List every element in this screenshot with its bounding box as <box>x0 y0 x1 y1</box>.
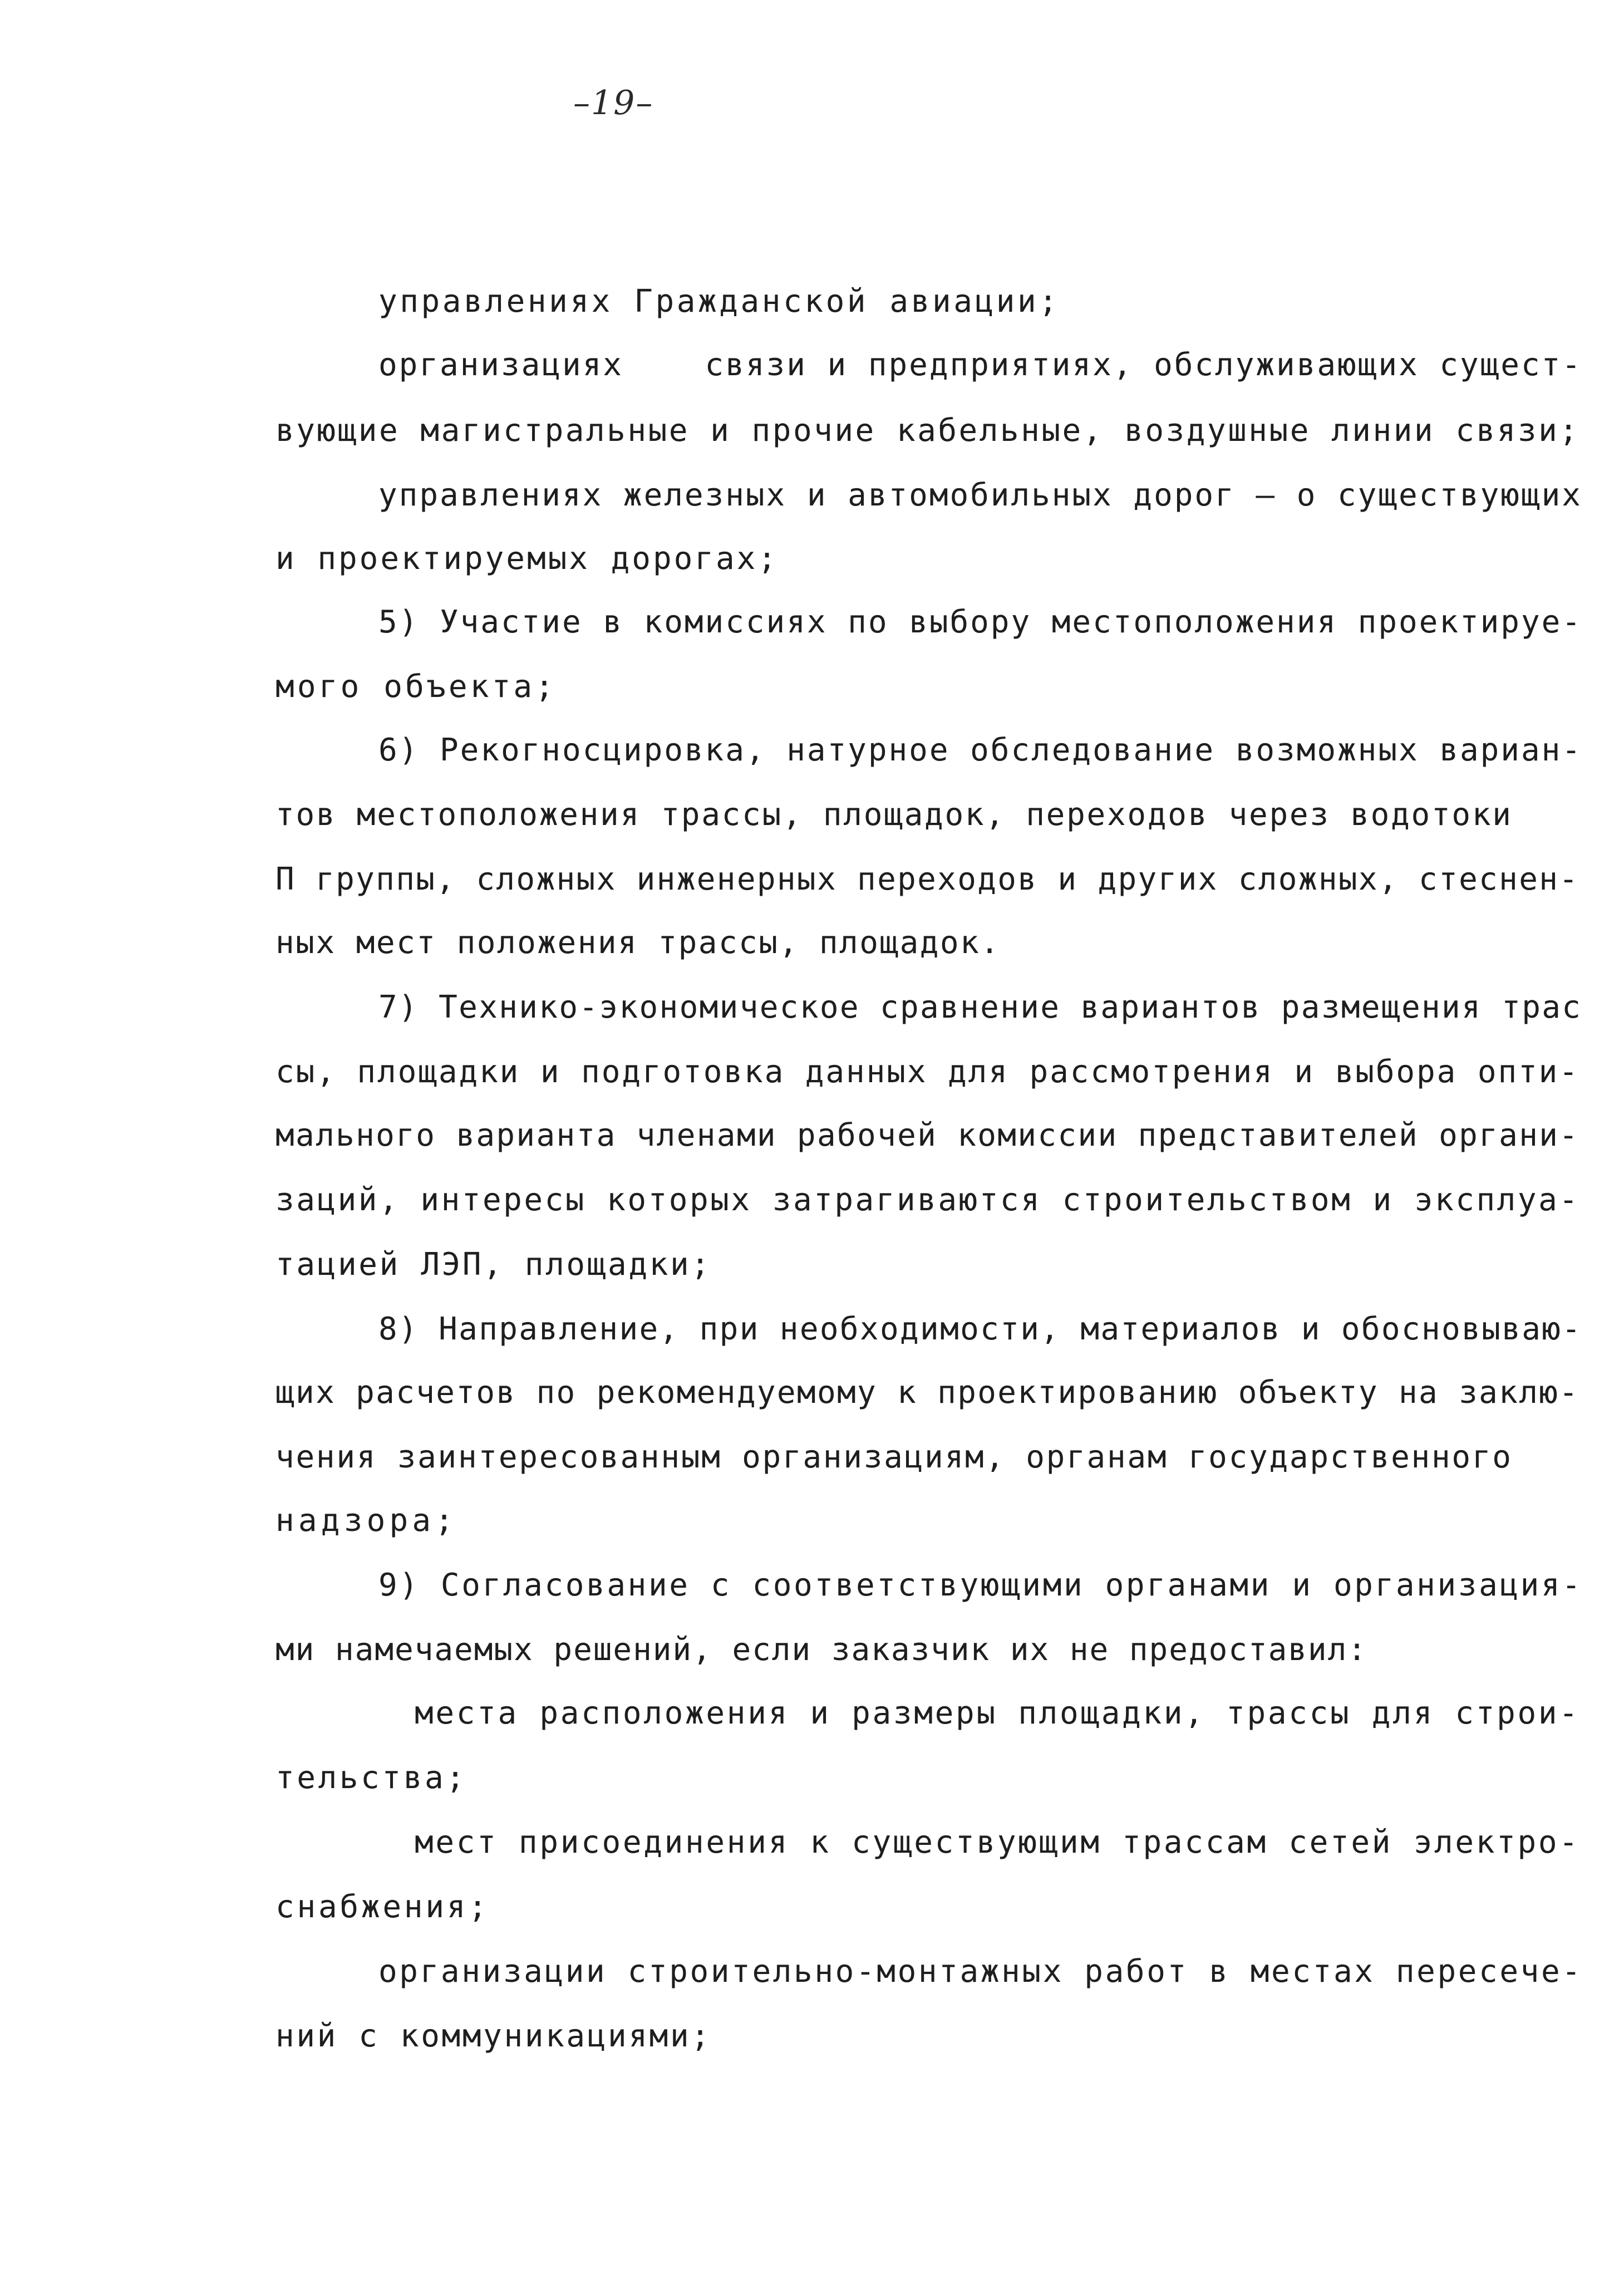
text-line: 6) Рекогносцировка, натурное обследование возможных вариан- <box>378 732 1582 768</box>
text-line: ми намечаемых решений, если заказчик их не предоставил: <box>275 1632 1367 1668</box>
text-line: ных мест положения трассы, площадок. <box>275 925 1001 961</box>
text-line: 9) Согласование с соответствующими органами и организация- <box>378 1567 1583 1603</box>
text-line: организациях связи и предприятиях, обслуживающих сущест- <box>378 347 1582 383</box>
text-line: места расположения и размеры площадки, трассы для строи- <box>415 1695 1580 1731</box>
text-line: снабжения; <box>275 1889 490 1925</box>
text-line: 5) Участие в комиссиях по выбору местоположения проектируе- <box>378 604 1582 640</box>
text-line: щих расчетов по рекомендуемому к проектированию объекту на заклю- <box>275 1374 1579 1411</box>
text-line: управлениях Гражданской авиации; <box>378 283 1060 320</box>
text-line: организации строительно-монтажных работ в местах пересече- <box>378 1953 1583 1990</box>
text-line: мест присоединения к существующим трассам сетей электро- <box>415 1824 1580 1860</box>
text-line: П группы, сложных инженерных переходов и других сложных, стеснен- <box>275 861 1579 897</box>
text-line: и проектируемых дорогах; <box>275 541 779 577</box>
text-line: тацией ЛЭП, площадки; <box>275 1246 712 1283</box>
text-line: заций, интересы которых затрагиваются строительством и эксплуа- <box>275 1182 1580 1218</box>
text-line: тов местоположения трассы, площадок, переходов через водотоки <box>275 797 1513 833</box>
page-number: –19– <box>573 84 654 122</box>
text-line: 8) Направление, при необходимости, материалов и обосновываю- <box>378 1311 1582 1347</box>
text-line: ний с коммуникациями; <box>275 2018 712 2054</box>
text-line: вующие магистральные и прочие кабельные, воздушные линии связи; <box>275 413 1580 449</box>
text-line: сы, площадки и подготовка данных для рассмотрения и выбора опти- <box>275 1054 1579 1090</box>
text-line: управлениях железных и автомобильных дорог – о существующих <box>378 477 1582 513</box>
text-line: тельства; <box>275 1760 467 1796</box>
text-line: надзора; <box>275 1503 458 1539</box>
text-line: мального варианта членами рабочей комиссии представителей органи- <box>275 1117 1579 1153</box>
text-line: мого объекта; <box>275 669 557 705</box>
text-line: чения заинтересованным организациям, органам государственного <box>275 1439 1513 1475</box>
text-line: 7) Технико-экономическое сравнение вариантов размещения трас <box>378 989 1582 1025</box>
